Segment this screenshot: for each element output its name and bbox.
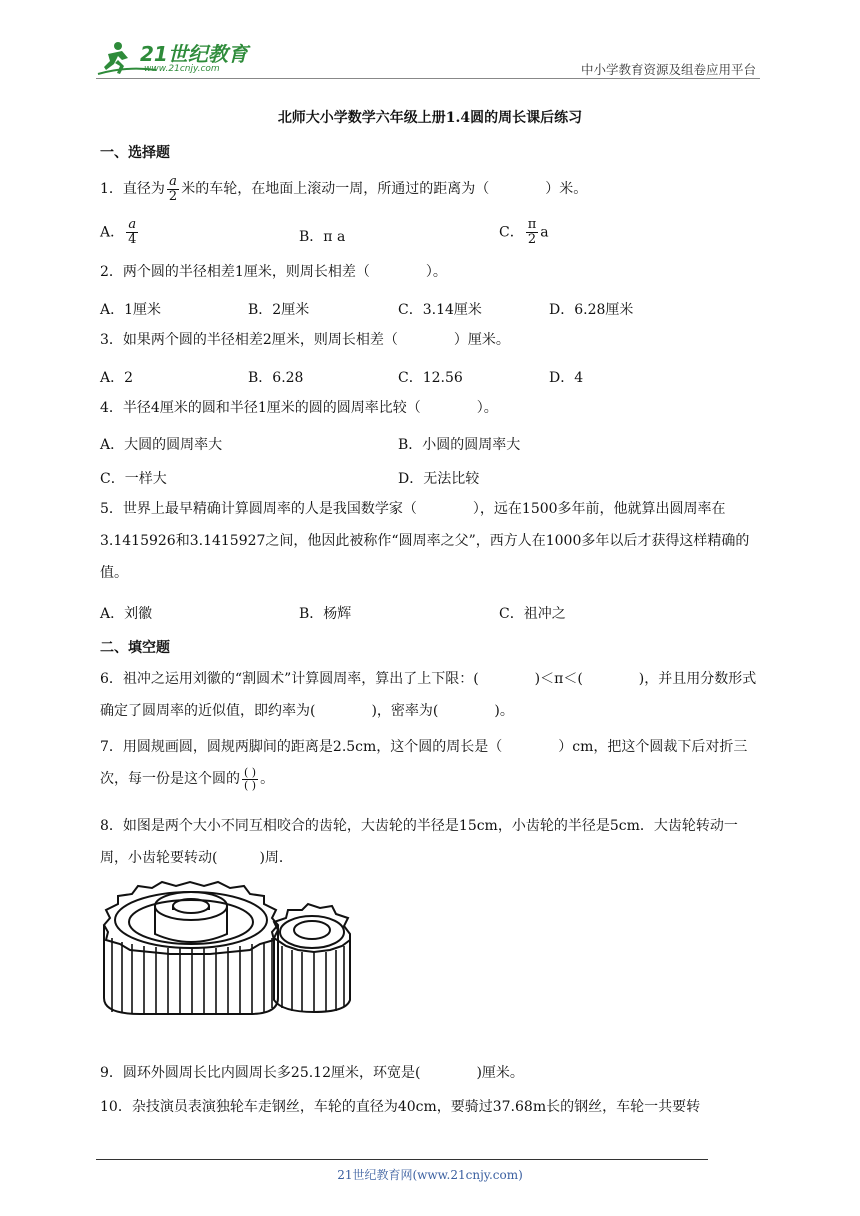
question-3-option-c: C．12.56: [398, 370, 463, 386]
site-logo: [96, 36, 256, 80]
question-3-option-d: D．4: [549, 370, 584, 386]
question-6: 6．祖冲之运用刘徽的“割圆术”计算圆周率，算出了上下限：( )＜π＜( )，并且用分数形式确定了圆周率的近似值，即约率为( )，密率为( )。: [100, 671, 757, 719]
question-2-option-b: B．2厘米: [248, 302, 310, 318]
question-5-option-a: A．刘徽: [100, 606, 153, 622]
fraction-numerator: ( ): [244, 765, 257, 779]
question-1: [100, 174, 587, 204]
question-4: 4．半径4厘米的圆和半径1厘米的圆的圆周率比较（ ）。: [100, 400, 498, 416]
logo-url: www.21cnjy.com: [144, 64, 220, 74]
option-fraction: [126, 218, 138, 247]
question-9: 9．圆环外圆周长比内圆周长多25.12厘米，环宽是( )厘米。: [100, 1065, 524, 1081]
option-fraction: [526, 218, 539, 247]
question-3-option-a: A．2: [100, 370, 134, 386]
fraction-numerator: a: [126, 218, 138, 233]
question-4-option-a: A．大圆的圆周率大: [100, 437, 223, 453]
option-label: A．: [100, 224, 125, 241]
option-suffix: a: [540, 224, 549, 241]
fraction-numerator: π: [527, 217, 537, 232]
question-7-fraction: [242, 767, 258, 792]
question-1-option-a: [100, 218, 140, 247]
option-label: C．: [499, 224, 524, 241]
question-4-option-b: B．小圆的圆周率大: [398, 437, 521, 453]
page-title: 北师大小学数学六年级上册1.4圆的周长课后练习: [277, 110, 583, 126]
question-5-option-c: C．祖冲之: [499, 606, 566, 622]
question-4-option-d: D．无法比较: [398, 471, 480, 487]
header-platform-text: 中小学教育资源及组卷应用平台: [580, 62, 756, 77]
question-7-post: 。: [260, 771, 275, 787]
question-8: 8．如图是两个大小不同互相咬合的齿轮，大齿轮的半径是15cm，小齿轮的半径是5cm．大齿轮转动一周，小齿轮要转动( )周．: [100, 818, 738, 866]
question-1-post: 米的车轮，在地面上滚动一周，所通过的距离为（ ）米。: [181, 181, 588, 197]
question-3-option-b: B．6.28: [248, 370, 304, 386]
question-7: [100, 731, 762, 795]
question-1-fraction: [167, 175, 179, 204]
question-7-text: 7．用圆规画圆，圆规两脚间的距离是2.5cm，这个圆的周长是（ ）cm，把这个圆裁下后对折三次，每一份是这个圆的: [100, 739, 748, 787]
footer-divider: [96, 1159, 708, 1160]
question-5-option-b: B．杨辉: [299, 606, 352, 622]
gears-figure: [100, 880, 352, 1020]
question-2-option-c: C．3.14厘米: [398, 302, 482, 318]
fraction-denominator: 4: [128, 232, 137, 247]
fraction-denominator: 2: [168, 188, 178, 204]
fraction-numerator: a: [167, 175, 179, 190]
question-3: 3．如果两个圆的半径相差2厘米，则周长相差（ ）厘米。: [100, 332, 510, 348]
logo-text: 21世纪教育: [140, 42, 248, 66]
question-10: 10．杂技演员表演独轮车走钢丝，车轮的直径为40cm，要骑过37.68m长的钢丝，车轮一共要转: [100, 1099, 701, 1115]
question-1-pre: 1．直径为: [100, 181, 165, 197]
question-2: 2．两个圆的半径相差1厘米，则周长相差（ ）。: [100, 264, 447, 280]
question-2-option-d: D．6.28厘米: [549, 302, 634, 318]
footer-text: 21世纪教育网(www.21cnjy.com): [337, 1168, 523, 1182]
question-4-option-c: C．一样大: [100, 471, 167, 487]
section-heading-fill: 二、填空题: [100, 640, 170, 656]
question-1-option-b: B．π a: [299, 229, 346, 245]
section-heading-choice: 一、选择题: [100, 145, 170, 161]
fraction-denominator: 2: [527, 232, 537, 247]
header-divider: [96, 78, 760, 79]
question-1-option-c: [499, 218, 549, 247]
fraction-denominator: ( ): [244, 778, 257, 792]
question-2-option-a: A．1厘米: [100, 302, 162, 318]
question-5: 5．世界上最早精确计算圆周率的人是我国数学家（ ），远在1500多年前，他就算出圆周率在3.1415926和3.1415927之间，他因此被称作“圆周率之父”，西方人在1000多年以后才获得这样精确的值。: [100, 501, 750, 581]
